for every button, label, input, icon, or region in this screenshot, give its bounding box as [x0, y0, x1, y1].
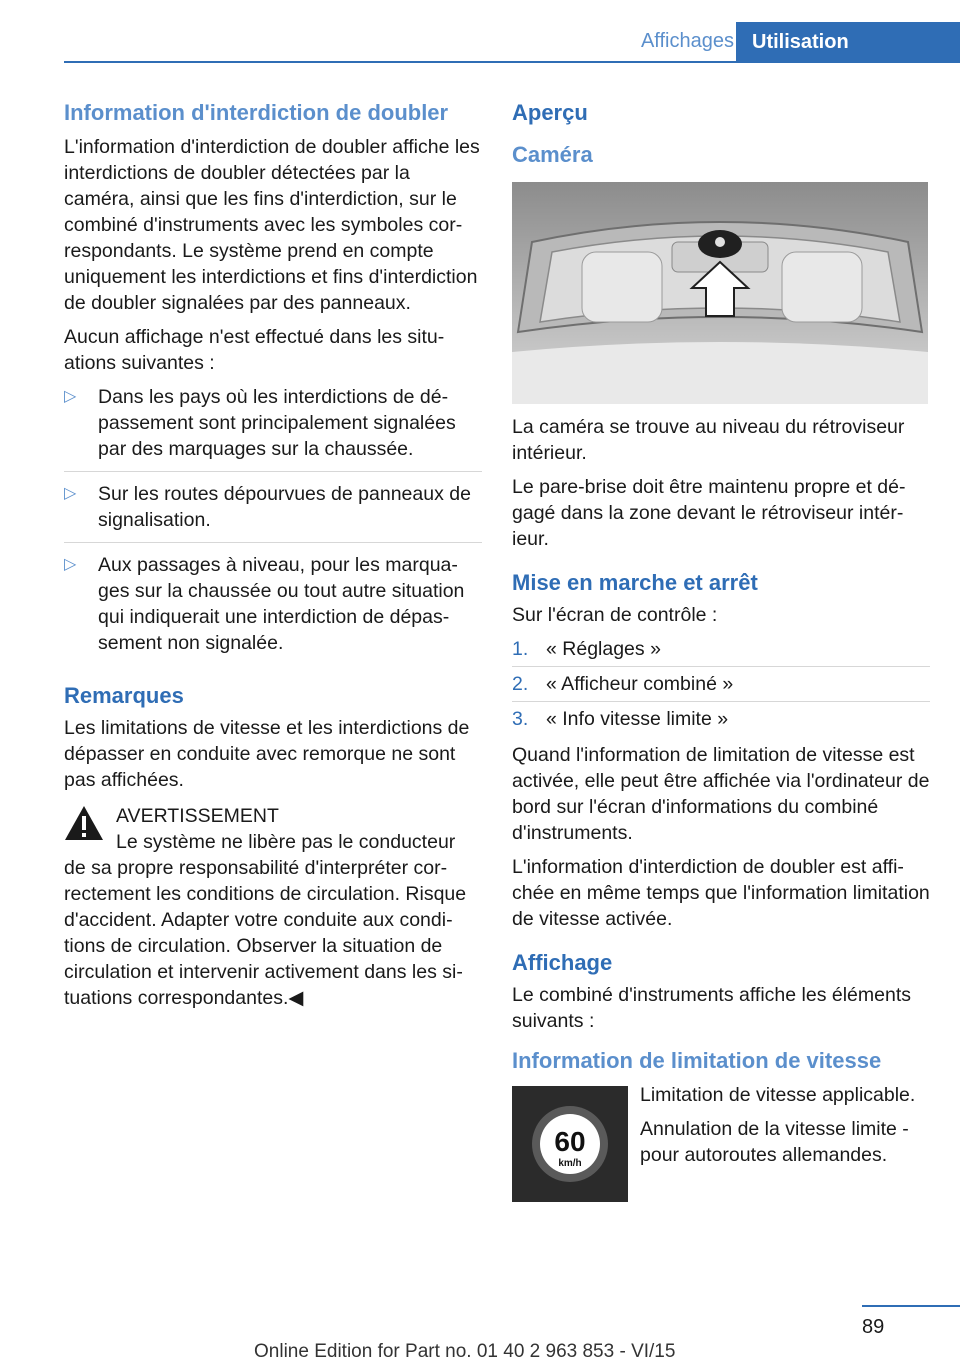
left-column	[64, 98, 482, 1011]
step-number: 2.	[512, 673, 529, 695]
speed-limit-row	[512, 1082, 930, 1202]
paragraph-no-display: Aucun affichage n'est effectué dans les situations suivantes :	[64, 326, 445, 374]
speed-limit-unit: km/h	[558, 1158, 582, 1169]
triangle-bullet-icon: ▷	[64, 485, 77, 502]
speed-limit-sign-icon	[512, 1086, 628, 1202]
heading-mise-en-marche: Mise en marche et arrêt	[512, 570, 758, 595]
step-text: « Info vitesse limite »	[546, 708, 729, 730]
speed-limit-descriptions	[640, 1082, 930, 1202]
paragraph-applicable-limit: Limitation de vitesse applicable.	[640, 1084, 916, 1106]
list-item-text: Aux passages à niveau, pour les marquages sur la chaussée ou tout autre situation qui indiquerait une interdiction de dépassement non signalée.	[98, 554, 465, 654]
header-section-tab: Affichages	[640, 30, 734, 52]
paragraph-camera-location: La caméra se trouve au niveau du rétroviseur intérieur.	[512, 416, 905, 464]
list-item-text: Dans les pays où les interdictions de dépassement sont principalement signalées par des marquages sur la chaussée.	[98, 386, 456, 460]
heading-overtaking-info: Information d'interdiction de doubler	[64, 100, 449, 125]
warning-text: de sa propre responsabilité d'interpréter correctement les conditions de circulation. Risque d'accident. Adapter votre conduite aux conditions de circulation. Observer la situation de circulation et intervenir activement dans les situations correspondantes.◀	[64, 857, 467, 1009]
warning-first-line: Le système ne libère pas le conducteur	[116, 831, 456, 853]
paragraph-limit-cancelled: Annulation de la vitesse limite - pour autoroutes allemandes.	[640, 1118, 909, 1166]
paragraph-overtaking-intro: L'information d'interdiction de doubler affiche les interdictions de doubler détectées par la caméra, ainsi que les fins d'interdiction, sur le combiné d'instruments avec les symboles correspondants. Le système prend en compte uniquement les interdictions et fins d'interdiction de doubler signalées par des panneaux.	[64, 136, 480, 314]
footer-edition: Online Edition for Part no. 01 40 2 963 853 - VI/15	[254, 1341, 676, 1362]
triangle-bullet-icon: ▷	[64, 556, 77, 573]
camera-illustration	[512, 182, 928, 404]
warning-block	[64, 803, 482, 1011]
paragraph-speed-info-activated: Quand l'information de limitation de vitesse est activée, elle peut être affichée via l'ordinateur de bord sur l'écran d'informations du combiné d'instruments.	[512, 744, 930, 844]
steps-list	[512, 636, 930, 736]
paragraph-trailer-note: Les limitations de vitesse et les interdictions de dépasser en conduite avec remorque ne sont pas affichées.	[64, 717, 470, 791]
header-chapter-tab: Utilisation	[736, 22, 960, 63]
list-item	[64, 481, 482, 543]
right-column	[512, 98, 930, 1202]
paragraph-control-screen: Sur l'écran de contrôle :	[512, 604, 718, 626]
speed-limit-value: 60	[554, 1126, 586, 1157]
heading-apercu: Aperçu	[512, 100, 588, 125]
list-item	[64, 552, 482, 665]
heading-remarques: Remarques	[64, 683, 184, 708]
list-item	[512, 706, 930, 736]
bullet-list	[64, 384, 482, 665]
step-number: 1.	[512, 638, 529, 660]
page-number: 89	[862, 1316, 885, 1338]
warning-title: AVERTISSEMENT	[116, 805, 279, 827]
paragraph-overtaking-shown: L'information d'interdiction de doubler est affichée en même temps que l'information limitation de vitesse activée.	[512, 856, 930, 930]
list-item	[512, 671, 930, 702]
footer-rule	[862, 1305, 960, 1307]
heading-camera: Caméra	[512, 142, 593, 167]
paragraph-cluster-shows: Le combiné d'instruments affiche les éléments suivants :	[512, 984, 911, 1032]
heading-affichage: Affichage	[512, 950, 613, 975]
list-item-text: Sur les routes dépourvues de panneaux de signalisation.	[98, 483, 471, 531]
triangle-bullet-icon: ▷	[64, 388, 77, 405]
list-item	[512, 636, 930, 667]
warning-triangle-icon	[64, 805, 104, 841]
list-item	[64, 384, 482, 472]
step-text: « Afficheur combiné »	[546, 673, 734, 695]
header-rule	[64, 61, 960, 63]
heading-speed-limit-info: Information de limitation de vitesse	[512, 1048, 882, 1073]
step-number: 3.	[512, 708, 529, 730]
step-text: « Réglages »	[546, 638, 661, 660]
paragraph-windshield: Le pare-brise doit être maintenu propre et dégagé dans la zone devant le rétroviseur intérieur.	[512, 476, 906, 550]
